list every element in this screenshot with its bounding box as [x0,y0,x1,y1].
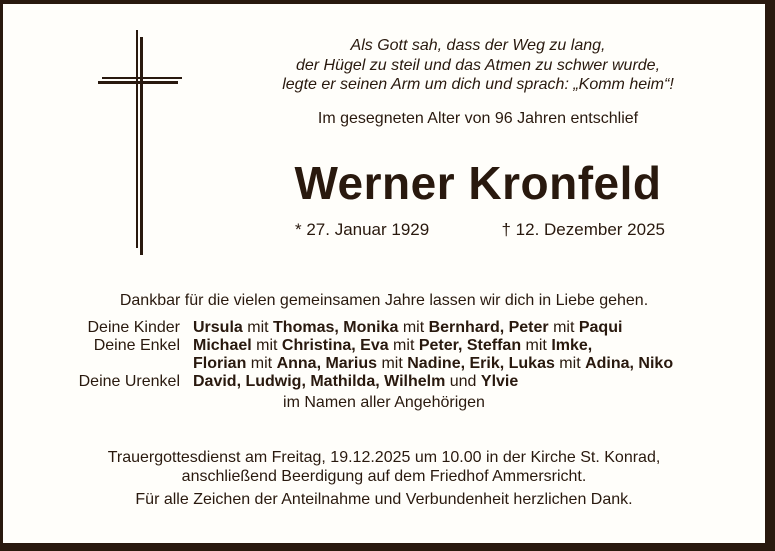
service-info [3,448,765,486]
family-label: Deine Enkel [93,337,180,354]
family-label [3,355,180,373]
service-line: anschließend Beerdigung auf dem Friedhof Ammersricht. [181,468,587,485]
gratitude-line: Dankbar für die vielen gemeinsamen Jahre lassen wir dich in Liebe gehen. [119,292,649,309]
family-names: Florian mit Anna, Marius mit Nadine, Erik, Lukas mit Adina, Niko [193,355,674,372]
cross-vertical-thin-line [136,30,138,248]
cross-icon [95,28,187,262]
cross-horizontal-thin-line [102,77,182,79]
closing-thanks-line: Für alle Zeichen der Anteilnahme und Verbundenheit herzlichen Dank. [135,491,633,508]
age-line: Im gesegneten Alter von 96 Jahren entschlief [317,110,639,127]
family-row-grandchildren [3,337,765,355]
cross-vertical-thick-line [140,37,143,255]
family-names: David, Ludwig, Mathilda, Wilhelm und Ylvie [193,373,519,390]
life-dates [295,220,665,240]
family-names: Michael mit Christina, Eva mit Peter, Steffan mit Imke, [193,337,593,354]
opening-verse [180,36,775,95]
birth-date: * 27. Januar 1929 [295,220,430,239]
family-label: Deine Urenkel [78,373,180,390]
family-row-grandchildren-continued [3,355,765,373]
death-date: † 12. Dezember 2025 [501,220,665,239]
family-row-children [3,319,765,337]
family-label: Deine Kinder [87,319,180,336]
family-row-great-grandchildren [3,373,765,391]
family-list [3,319,765,391]
family-names: Ursula mit Thomas, Monika mit Bernhard, Peter mit Paqui [193,319,623,336]
verse-line: der Hügel zu steil und das Atmen zu schwer wurde, [295,56,661,74]
verse-line: legte er seinen Arm um dich und sprach: „Komm heim“! [282,76,674,93]
verse-line: Als Gott sah, dass der Weg zu lang, [350,37,606,54]
cross-horizontal-thick-line [98,81,178,84]
service-line: Trauergottesdienst am Freitag, 19.12.2025 um 10.00 in der Kirche St. Konrad, [107,449,661,466]
deceased-name: Werner Kronfeld [294,157,662,209]
behalf-line: im Namen aller Angehörigen [283,394,485,411]
